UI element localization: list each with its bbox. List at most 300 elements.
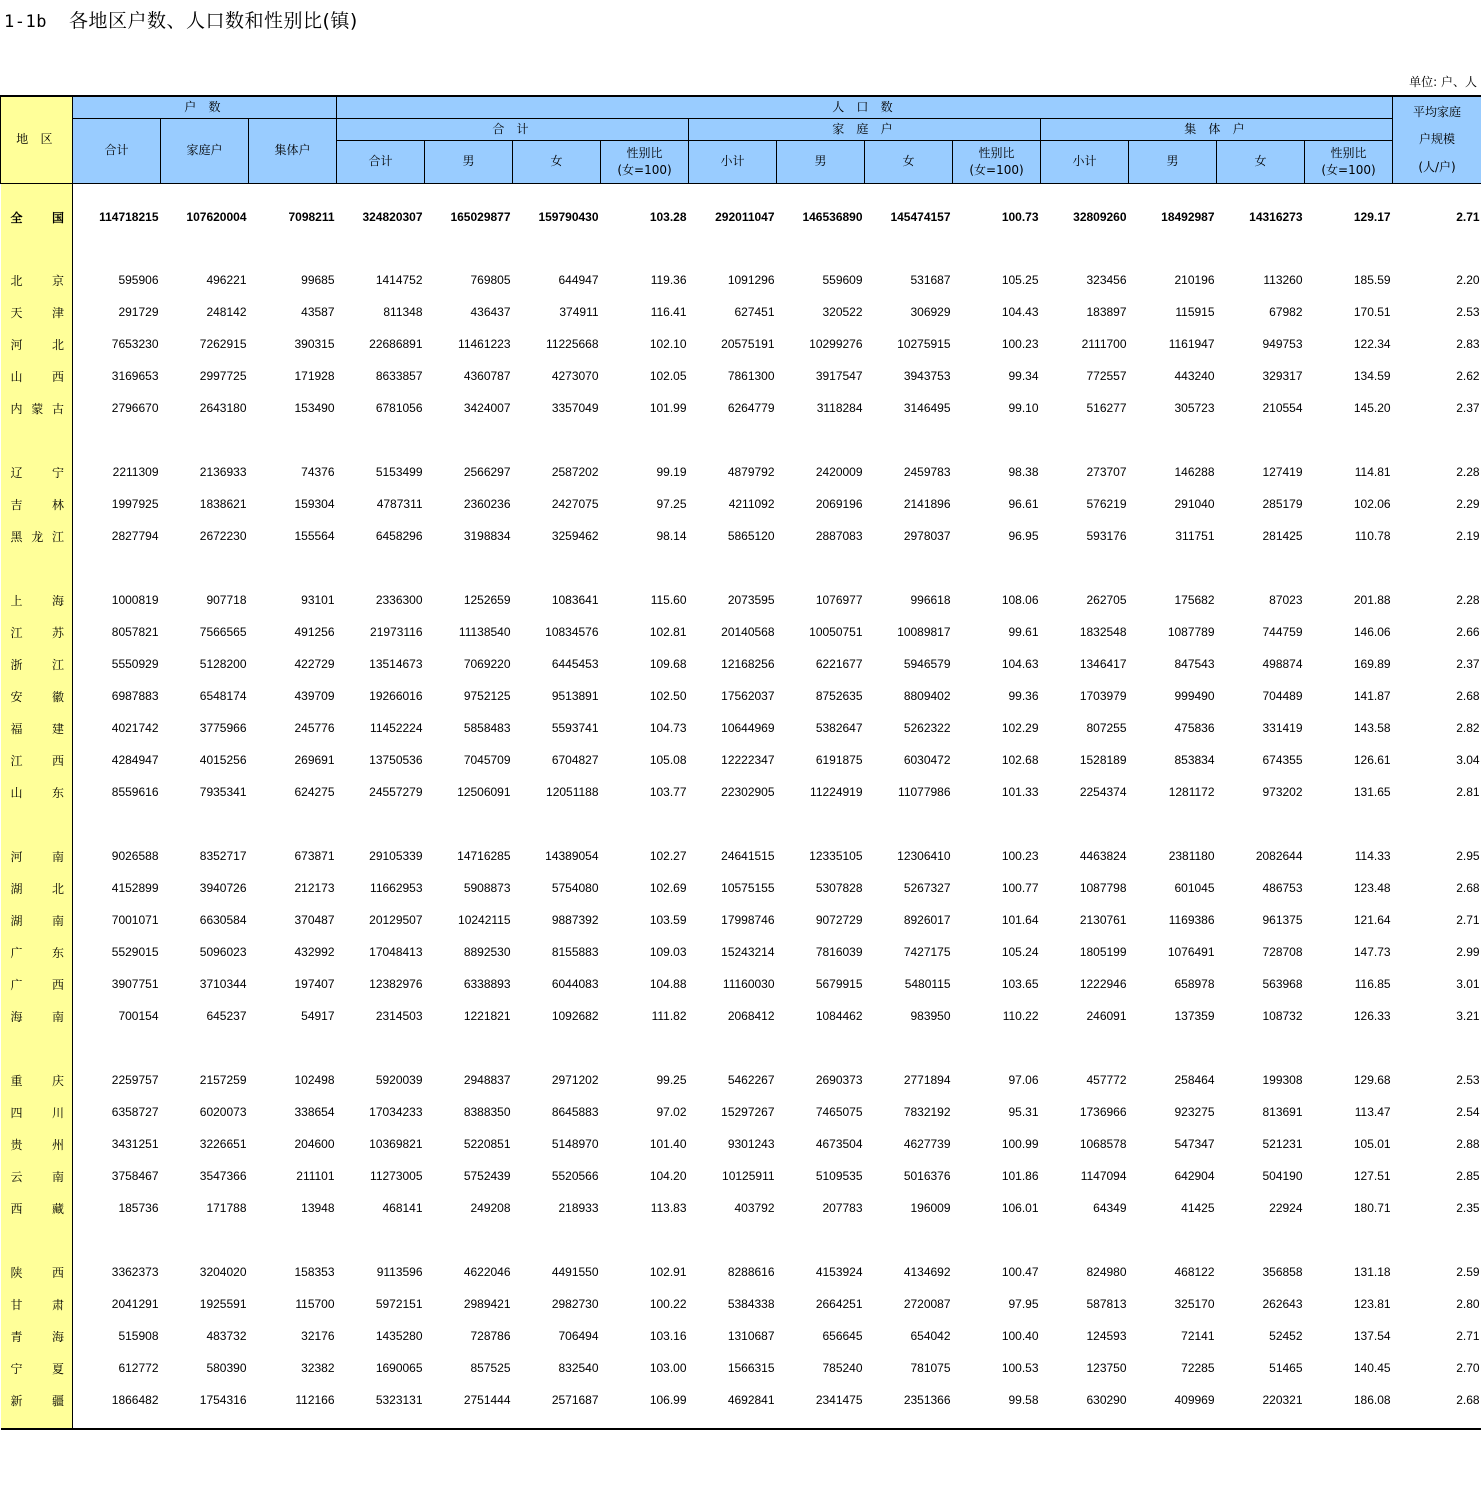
- empty-cell: [161, 184, 249, 203]
- value-cell: 785240: [822, 1361, 863, 1375]
- value-cell: 2069196: [815, 497, 863, 511]
- empty-cell: [601, 184, 689, 203]
- value-cell: 99.58: [1008, 1393, 1039, 1407]
- value-cell: 115915: [1175, 305, 1215, 319]
- value-cell: 17562037: [721, 689, 775, 703]
- header-hh-total: 合计: [73, 119, 161, 184]
- region-name: 北 京: [1, 264, 73, 296]
- value-cell: 3204020: [199, 1265, 247, 1279]
- table-body: [1, 184, 1481, 1430]
- empty-cell: [73, 1032, 161, 1064]
- value-cell: 324820307: [362, 210, 423, 224]
- region-name: 西 藏: [1, 1192, 73, 1224]
- empty-cell: [161, 552, 249, 584]
- value-cell: 105.24: [1001, 945, 1039, 959]
- value-cell: 32809260: [1073, 210, 1127, 224]
- value-cell: 126.33: [1353, 1009, 1391, 1023]
- value-cell: 220321: [1262, 1393, 1303, 1407]
- value-cell: 2427075: [551, 497, 599, 511]
- value-cell: 4463824: [1079, 849, 1127, 863]
- value-cell: 10644969: [721, 721, 775, 735]
- value-cell: 1832548: [1079, 625, 1127, 639]
- empty-cell: [1041, 1224, 1129, 1256]
- empty-cell: [1217, 1224, 1305, 1256]
- value-cell: 2690373: [815, 1073, 863, 1087]
- value-cell: 338654: [294, 1105, 335, 1119]
- value-cell: 2.71: [1456, 1329, 1480, 1343]
- header-family-male: 男: [777, 141, 865, 184]
- value-cell: 17998746: [721, 913, 775, 927]
- header-family-group: 家 庭 户: [689, 119, 1041, 141]
- empty-cell: [73, 232, 161, 264]
- value-cell: 114718215: [99, 210, 159, 224]
- table-row: [1, 904, 1481, 936]
- empty-cell: [425, 552, 513, 584]
- value-cell: 211101: [296, 1169, 335, 1183]
- empty-cell: [953, 1416, 1041, 1429]
- value-cell: 6548174: [199, 689, 247, 703]
- empty-cell: [513, 1416, 601, 1429]
- header-collective-group: 集 体 户: [1041, 119, 1393, 141]
- value-cell: 15243214: [721, 945, 775, 959]
- value-cell: 10275915: [897, 337, 951, 351]
- value-cell: 390315: [294, 337, 335, 351]
- value-cell: 2381180: [1168, 849, 1215, 863]
- value-cell: 17048413: [369, 945, 423, 959]
- region-name: 湖 南: [1, 904, 73, 936]
- value-cell: 97.95: [1008, 1297, 1039, 1311]
- value-cell: 2.88: [1456, 1137, 1480, 1151]
- value-cell: 5384338: [727, 1297, 775, 1311]
- value-cell: 129.68: [1353, 1073, 1391, 1087]
- value-cell: 11461223: [458, 337, 511, 351]
- value-cell: 99.19: [656, 465, 687, 479]
- value-cell: 8155883: [551, 945, 599, 959]
- region-name: 辽 宁: [1, 456, 73, 488]
- value-cell: 4152899: [111, 881, 159, 895]
- value-cell: 2566297: [463, 465, 511, 479]
- empty-cell: [953, 184, 1041, 203]
- empty-cell: [513, 808, 601, 840]
- value-cell: 104.73: [649, 721, 687, 735]
- value-cell: 291729: [118, 305, 159, 319]
- value-cell: 8926017: [903, 913, 951, 927]
- value-cell: 100.22: [649, 1297, 687, 1311]
- value-cell: 12382976: [369, 977, 423, 991]
- value-cell: 11224919: [810, 785, 863, 799]
- value-cell: 961375: [1262, 913, 1303, 927]
- value-cell: 624275: [294, 785, 335, 799]
- value-cell: 32176: [301, 1329, 335, 1343]
- value-cell: 3.21: [1456, 1009, 1480, 1023]
- value-cell: 101.99: [649, 401, 687, 415]
- empty-cell: [1041, 1416, 1129, 1429]
- value-cell: 32382: [301, 1361, 335, 1375]
- empty-cell: [337, 1032, 425, 1064]
- value-cell: 1346417: [1079, 657, 1127, 671]
- value-cell: 2041291: [111, 1297, 159, 1311]
- value-cell: 2.37: [1456, 401, 1480, 415]
- value-cell: 9752125: [463, 689, 511, 703]
- value-cell: 96.61: [1008, 497, 1039, 511]
- value-cell: 306929: [910, 305, 951, 319]
- value-cell: 207783: [822, 1201, 863, 1215]
- value-cell: 323456: [1086, 273, 1127, 287]
- empty-cell: [1305, 1416, 1393, 1429]
- value-cell: 2.37: [1456, 657, 1480, 671]
- empty-cell: [1217, 1416, 1305, 1429]
- empty-cell: [513, 1224, 601, 1256]
- value-cell: 6458296: [375, 529, 423, 543]
- value-cell: 422729: [294, 657, 335, 671]
- table-row: [1, 1128, 1481, 1160]
- value-cell: 6987883: [111, 689, 159, 703]
- value-cell: 102.27: [649, 849, 687, 863]
- value-cell: 3907751: [111, 977, 159, 991]
- value-cell: 1076977: [815, 593, 863, 607]
- value-cell: 6358727: [111, 1105, 159, 1119]
- value-cell: 8809402: [903, 689, 951, 703]
- empty-cell: [249, 552, 337, 584]
- value-cell: 146536890: [802, 210, 863, 224]
- data-table-container: [0, 95, 1481, 1430]
- value-cell: 145474157: [890, 210, 951, 224]
- value-cell: 5908873: [463, 881, 511, 895]
- value-cell: 12335105: [809, 849, 863, 863]
- value-cell: 171928: [294, 369, 335, 383]
- page-title: [4, 6, 358, 33]
- region-name: 浙 江: [1, 648, 73, 680]
- value-cell: 2.54: [1456, 1105, 1480, 1119]
- value-cell: 853834: [1174, 753, 1215, 767]
- value-cell: 99.36: [1008, 689, 1039, 703]
- empty-cell: [953, 808, 1041, 840]
- value-cell: 99.34: [1008, 369, 1039, 383]
- value-cell: 292011047: [715, 210, 775, 224]
- table-row: [1, 648, 1481, 680]
- empty-cell: [425, 1416, 513, 1429]
- value-cell: 9113596: [376, 1265, 423, 1279]
- value-cell: 2068412: [727, 1009, 775, 1023]
- sex-ratio-line-1: 性别比: [626, 145, 663, 160]
- value-cell: 2982730: [551, 1297, 599, 1311]
- value-cell: 5920039: [375, 1073, 423, 1087]
- value-cell: 100.23: [1001, 849, 1039, 863]
- empty-cell: [689, 552, 777, 584]
- empty-cell: [601, 1416, 689, 1429]
- value-cell: 93101: [301, 593, 335, 607]
- value-cell: 74376: [301, 465, 335, 479]
- value-cell: 100.40: [1001, 1329, 1039, 1343]
- header-households-group: 户 数: [73, 96, 337, 119]
- header-total-sum: 合计: [337, 141, 425, 184]
- header-avg-line-2: 户规模: [1419, 132, 1456, 147]
- value-cell: 129.17: [1353, 210, 1391, 224]
- region-cell-empty: [1, 424, 73, 456]
- value-cell: 2.53: [1456, 1073, 1480, 1087]
- value-cell: 781075: [910, 1361, 951, 1375]
- value-cell: 5109535: [815, 1169, 863, 1183]
- data-table: [0, 95, 1481, 1430]
- value-cell: 218933: [558, 1201, 599, 1215]
- empty-cell: [953, 232, 1041, 264]
- table-row: [1, 360, 1481, 392]
- value-cell: 4673504: [815, 1137, 863, 1151]
- value-cell: 2.62: [1456, 369, 1480, 383]
- value-cell: 258464: [1174, 1073, 1215, 1087]
- value-cell: 1147094: [1080, 1169, 1127, 1183]
- empty-cell: [1393, 184, 1481, 203]
- value-cell: 642904: [1174, 1169, 1215, 1183]
- value-cell: 99.10: [1008, 401, 1039, 415]
- empty-cell: [1041, 552, 1129, 584]
- empty-cell: [1041, 184, 1129, 203]
- value-cell: 126.61: [1353, 753, 1391, 767]
- value-cell: 115.60: [650, 593, 687, 607]
- header-total-sex-ratio: [601, 141, 689, 184]
- empty-cell: [865, 552, 953, 584]
- value-cell: 2.99: [1456, 945, 1480, 959]
- value-cell: 2459783: [903, 465, 951, 479]
- value-cell: 103.77: [649, 785, 687, 799]
- value-cell: 6338893: [463, 977, 511, 991]
- value-cell: 2336300: [375, 593, 423, 607]
- value-cell: 100.77: [1001, 881, 1039, 895]
- value-cell: 374911: [559, 305, 599, 319]
- value-cell: 127419: [1262, 465, 1303, 479]
- value-cell: 113.83: [650, 1201, 687, 1215]
- value-cell: 498874: [1262, 657, 1303, 671]
- empty-cell: [1393, 808, 1481, 840]
- value-cell: 137.54: [1353, 1329, 1391, 1343]
- value-cell: 10369821: [369, 1137, 423, 1151]
- value-cell: 4134692: [903, 1265, 951, 1279]
- value-cell: 171788: [206, 1201, 247, 1215]
- value-cell: 7935341: [199, 785, 247, 799]
- table-row: [1, 1000, 1481, 1032]
- value-cell: 285179: [1262, 497, 1303, 511]
- empty-cell: [249, 1032, 337, 1064]
- value-cell: 8633857: [375, 369, 423, 383]
- value-cell: 14716285: [457, 849, 511, 863]
- value-cell: 654042: [910, 1329, 951, 1343]
- value-cell: 10050751: [809, 625, 863, 639]
- value-cell: 8352717: [199, 849, 247, 863]
- value-cell: 102498: [294, 1073, 335, 1087]
- value-cell: 64349: [1093, 1201, 1127, 1215]
- value-cell: 3226651: [199, 1137, 247, 1151]
- value-cell: 8057821: [111, 625, 159, 639]
- region-name: 福 建: [1, 712, 73, 744]
- table-row: [1, 392, 1481, 424]
- value-cell: 146288: [1174, 465, 1215, 479]
- value-cell: 627451: [734, 305, 775, 319]
- value-cell: 170.51: [1353, 305, 1391, 319]
- value-cell: 2.68: [1456, 881, 1480, 895]
- header-population-group: 人 口 数: [337, 96, 1393, 119]
- value-cell: 2082644: [1255, 849, 1303, 863]
- table-row: [1, 680, 1481, 712]
- table-title: 各地区户数、人口数和性别比(镇): [68, 10, 358, 32]
- value-cell: 10299276: [809, 337, 863, 351]
- value-cell: 325170: [1174, 1297, 1215, 1311]
- empty-cell: [865, 1032, 953, 1064]
- spacer-row: [1, 424, 1481, 456]
- value-cell: 6445453: [551, 657, 599, 671]
- empty-cell: [953, 1032, 1041, 1064]
- value-cell: 104.20: [649, 1169, 687, 1183]
- value-cell: 3146495: [903, 401, 951, 415]
- value-cell: 4879792: [727, 465, 775, 479]
- value-cell: 999490: [1174, 689, 1215, 703]
- table-row: [1, 1160, 1481, 1192]
- value-cell: 3169653: [111, 369, 159, 383]
- value-cell: 8645883: [551, 1105, 599, 1119]
- region-name: 黑龙江: [1, 520, 73, 552]
- value-cell: 99.25: [656, 1073, 687, 1087]
- table-row: [1, 328, 1481, 360]
- value-cell: 443240: [1174, 369, 1215, 383]
- value-cell: 9072729: [815, 913, 863, 927]
- table-row: [1, 744, 1481, 776]
- empty-cell: [425, 1224, 513, 1256]
- empty-cell: [1305, 232, 1393, 264]
- value-cell: 22924: [1269, 1201, 1303, 1215]
- table-row: [1, 1192, 1481, 1224]
- value-cell: 824980: [1086, 1265, 1127, 1279]
- value-cell: 9301243: [727, 1137, 775, 1151]
- value-cell: 5480115: [904, 977, 951, 991]
- value-cell: 491256: [294, 625, 335, 639]
- value-cell: 656645: [822, 1329, 863, 1343]
- value-cell: 246091: [1086, 1009, 1127, 1023]
- value-cell: 15297267: [721, 1105, 775, 1119]
- value-cell: 2254374: [1079, 785, 1127, 799]
- value-cell: 5462267: [727, 1073, 775, 1087]
- value-cell: 24557279: [369, 785, 423, 799]
- value-cell: 6020073: [199, 1105, 247, 1119]
- value-cell: 674355: [1262, 753, 1303, 767]
- value-cell: 113.47: [1354, 1105, 1391, 1119]
- region-name: 甘 肃: [1, 1288, 73, 1320]
- value-cell: 10575155: [721, 881, 775, 895]
- value-cell: 103.16: [649, 1329, 687, 1343]
- value-cell: 1169386: [1168, 913, 1215, 927]
- value-cell: 95.31: [1008, 1105, 1039, 1119]
- value-cell: 97.25: [656, 497, 687, 511]
- value-cell: 3758467: [111, 1169, 159, 1183]
- value-cell: 521231: [1262, 1137, 1303, 1151]
- value-cell: 100.99: [1001, 1137, 1039, 1151]
- empty-cell: [1393, 1416, 1481, 1429]
- value-cell: 5148970: [551, 1137, 599, 1151]
- header-avg-line-1: 平均家庭: [1413, 104, 1462, 119]
- empty-cell: [337, 1224, 425, 1256]
- empty-cell: [1129, 184, 1217, 203]
- value-cell: 1925591: [199, 1297, 247, 1311]
- value-cell: 22686891: [369, 337, 423, 351]
- region-name: 宁 夏: [1, 1352, 73, 1384]
- value-cell: 728708: [1262, 945, 1303, 959]
- value-cell: 11077986: [898, 785, 951, 799]
- value-cell: 4153924: [815, 1265, 863, 1279]
- empty-cell: [513, 424, 601, 456]
- value-cell: 106.99: [649, 1393, 687, 1407]
- value-cell: 10834576: [545, 625, 599, 639]
- empty-cell: [249, 1416, 337, 1429]
- value-cell: 2.95: [1456, 849, 1480, 863]
- value-cell: 4021742: [111, 721, 159, 735]
- empty-cell: [777, 424, 865, 456]
- value-cell: 24641515: [721, 849, 775, 863]
- value-cell: 436437: [470, 305, 511, 319]
- empty-cell: [601, 808, 689, 840]
- value-cell: 105.08: [649, 753, 687, 767]
- value-cell: 13750536: [369, 753, 423, 767]
- value-cell: 630290: [1086, 1393, 1127, 1407]
- empty-cell: [161, 1224, 249, 1256]
- spacer-row: [1, 1032, 1481, 1064]
- value-cell: 403792: [734, 1201, 775, 1215]
- value-cell: 769805: [470, 273, 511, 287]
- value-cell: 2.29: [1456, 497, 1480, 511]
- value-cell: 72285: [1181, 1361, 1215, 1375]
- table-row: [1, 488, 1481, 520]
- empty-cell: [865, 232, 953, 264]
- value-cell: 5520566: [551, 1169, 599, 1183]
- value-cell: 983950: [910, 1009, 951, 1023]
- value-cell: 1866482: [111, 1393, 159, 1407]
- value-cell: 531687: [910, 273, 951, 287]
- value-cell: 2.59: [1456, 1265, 1480, 1279]
- table-row: [1, 616, 1481, 648]
- value-cell: 7816039: [815, 945, 863, 959]
- empty-cell: [865, 424, 953, 456]
- region-name: 河 北: [1, 328, 73, 360]
- empty-cell: [1393, 424, 1481, 456]
- value-cell: 6030472: [903, 753, 951, 767]
- value-cell: 2796670: [111, 401, 159, 415]
- value-cell: 102.81: [649, 625, 687, 639]
- empty-cell: [1217, 1032, 1305, 1064]
- value-cell: 516277: [1086, 401, 1127, 415]
- value-cell: 3917547: [815, 369, 863, 383]
- value-cell: 104.63: [1001, 657, 1039, 671]
- value-cell: 1091296: [727, 273, 775, 287]
- value-cell: 104.43: [1001, 305, 1039, 319]
- value-cell: 811348: [383, 305, 423, 319]
- value-cell: 103.00: [649, 1361, 687, 1375]
- table-row: [1, 712, 1481, 744]
- value-cell: 116.41: [650, 305, 687, 319]
- value-cell: 5754080: [551, 881, 599, 895]
- header-family-sex-ratio: [953, 141, 1041, 184]
- value-cell: 2.66: [1456, 625, 1480, 639]
- sex-ratio-line-1: 性别比: [1330, 145, 1367, 160]
- value-cell: 1000819: [111, 593, 159, 607]
- value-cell: 7262915: [199, 337, 247, 351]
- empty-cell: [689, 424, 777, 456]
- region-name: 青 海: [1, 1320, 73, 1352]
- value-cell: 5096023: [199, 945, 247, 959]
- value-cell: 9887392: [551, 913, 599, 927]
- value-cell: 105.25: [1001, 273, 1039, 287]
- empty-cell: [337, 552, 425, 584]
- empty-cell: [425, 232, 513, 264]
- value-cell: 2.70: [1456, 1361, 1480, 1375]
- value-cell: 5262322: [903, 721, 951, 735]
- value-cell: 1754316: [199, 1393, 247, 1407]
